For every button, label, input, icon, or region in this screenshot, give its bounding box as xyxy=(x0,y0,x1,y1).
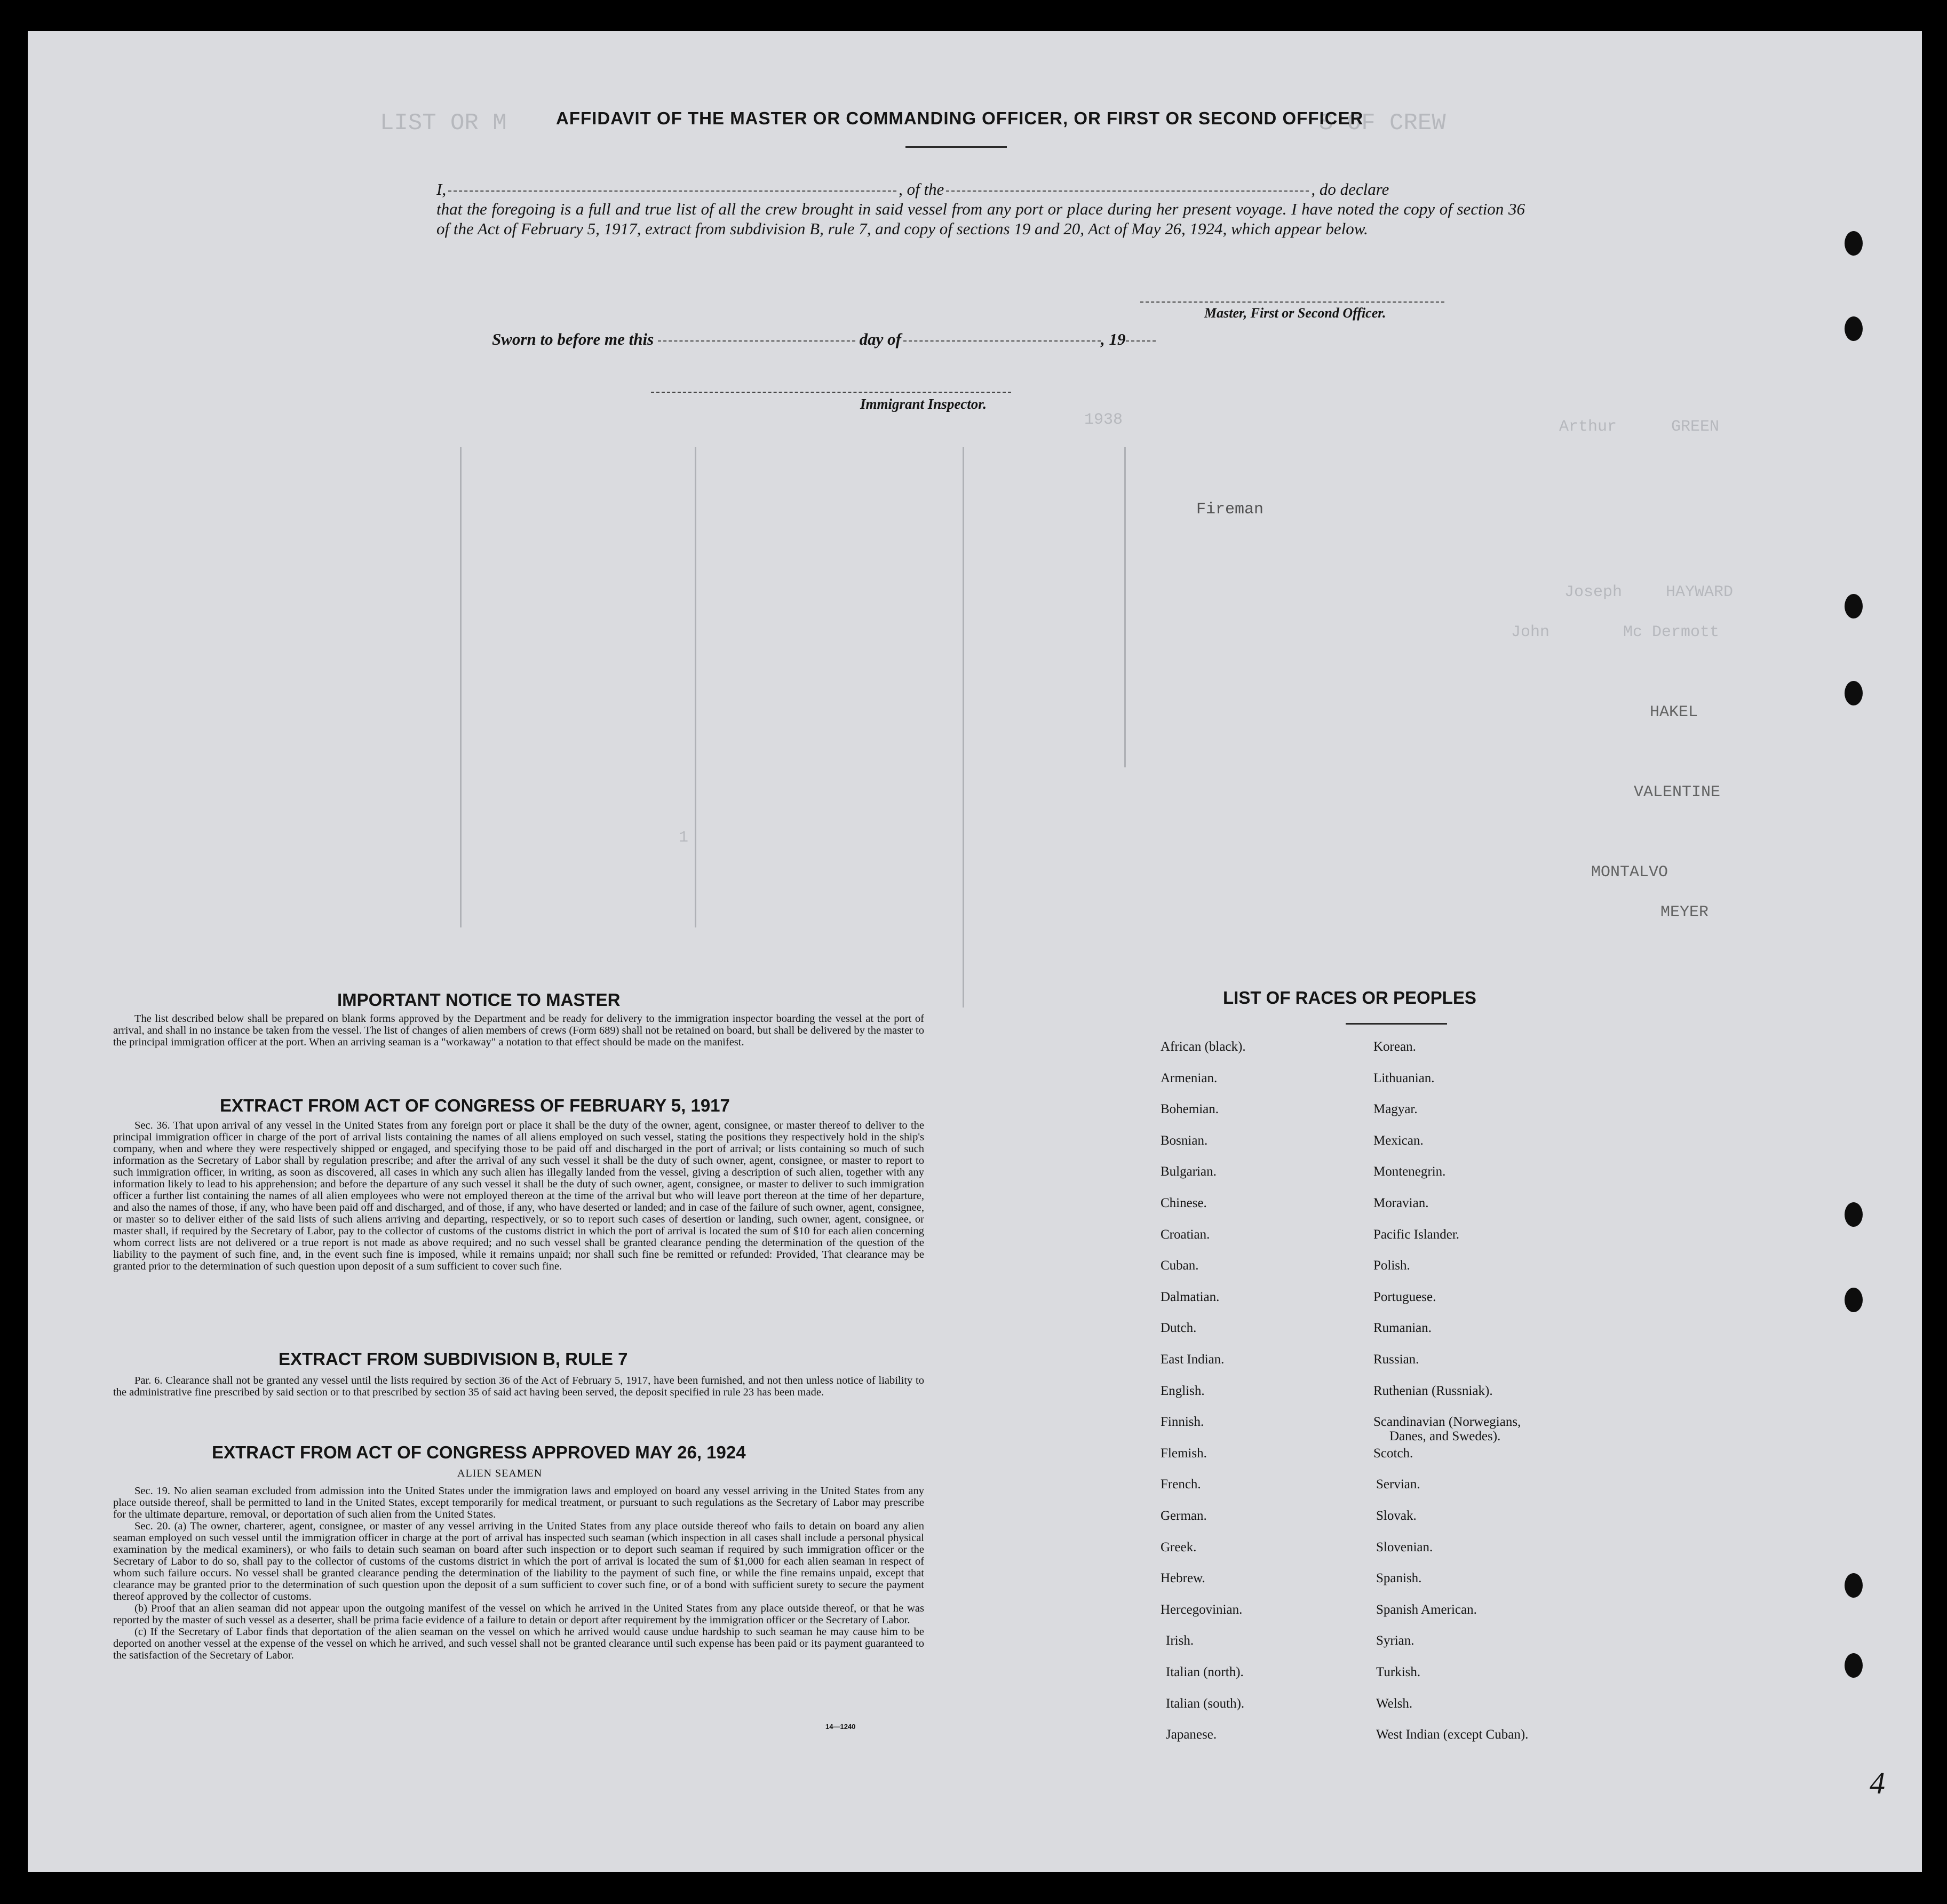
race-item: West Indian (except Cuban). xyxy=(1376,1727,1529,1742)
notice-body xyxy=(113,1013,924,1048)
race-item: Portuguese. xyxy=(1373,1289,1436,1304)
bleed-through-rule xyxy=(1124,447,1126,767)
race-item: Japanese. xyxy=(1166,1727,1217,1742)
inspector-label: Immigrant Inspector. xyxy=(860,396,987,412)
race-item: Servian. xyxy=(1376,1477,1420,1492)
race-item: Scotch. xyxy=(1373,1446,1413,1461)
bleed-through-rule xyxy=(460,447,462,927)
race-item: Flemish. xyxy=(1161,1446,1207,1461)
declaration-do-declare: , do declare xyxy=(1311,180,1389,199)
year-prefix: , 19 xyxy=(1101,330,1126,348)
race-item: Polish. xyxy=(1373,1258,1410,1273)
notice-text: The list described below shall be prepared on blank forms approved by the Department and be ready for delivery to the immigration inspector boarding the vessel at the port of arrival, and shall in no instance be taken from the vessel. The list of changes of alien members of crews (Form 689) shall not be retained on board, but shall be delivered by the master to the principal immigration officer at the port. When an arriving seaman is a "workaway" a notation to that effect should be made on the manifest. xyxy=(113,1013,924,1048)
affidavit-title: AFFIDAVIT OF THE MASTER OR COMMANDING OFFICER, OR FIRST OR SECOND OFFICER xyxy=(556,108,1364,128)
name-blank xyxy=(448,191,896,192)
race-item: Syrian. xyxy=(1376,1633,1414,1648)
signature-line xyxy=(1140,302,1444,303)
bleed-through-text: MONTALVO xyxy=(1591,863,1668,882)
bleed-through-text: 1 xyxy=(679,829,689,847)
document-page xyxy=(28,31,1922,1872)
race-item: Croatian. xyxy=(1161,1227,1210,1242)
race-item: Dalmatian. xyxy=(1161,1289,1220,1304)
race-item: Italian (north). xyxy=(1166,1665,1244,1679)
binder-hole xyxy=(1845,1573,1863,1598)
race-item: French. xyxy=(1161,1477,1201,1492)
race-item: Korean. xyxy=(1373,1040,1416,1054)
rule-7-title: EXTRACT FROM SUBDIVISION B, RULE 7 xyxy=(279,1349,628,1369)
bleed-through-text: 1938 xyxy=(1084,411,1123,429)
sec-19-text: Sec. 19. No alien seaman excluded from admission into the United States under the immigration laws and employed on board any vessel arriving in the United States from any place outside thereof, shall be permitted to land in the United States, except temporarily for medical treatment, or pursuant to such regulations as the Secretary of Labor may prescribe for the ultimate departure, removal, or deportation of such alien from the United States. xyxy=(113,1485,924,1520)
race-item: Rumanian. xyxy=(1373,1321,1432,1336)
race-item: Bosnian. xyxy=(1161,1133,1208,1148)
act-1924-title: EXTRACT FROM ACT OF CONGRESS APPROVED MAY 26, 1924 xyxy=(212,1442,746,1462)
sworn-text: Sworn to before me this xyxy=(492,330,654,348)
bleed-through-text: VALENTINE xyxy=(1634,783,1721,802)
year-blank xyxy=(1126,340,1156,342)
race-item: Moravian. xyxy=(1373,1196,1429,1210)
bleed-through-text: GREEN xyxy=(1671,418,1720,436)
act-1917-body xyxy=(113,1120,924,1272)
bleed-through-text: HAKEL xyxy=(1650,703,1698,721)
race-item: Spanish American. xyxy=(1376,1602,1477,1617)
act-1917-title: EXTRACT FROM ACT OF CONGRESS OF FEBRUARY 5, 1917 xyxy=(220,1096,730,1115)
sec-20a-text: Sec. 20. (a) The owner, charterer, agent, consignee, or master of any vessel arriving in the United States from any place outside thereof who fails to detain on board any alien seaman employed on such vessel until the immigration officer in charge at the port of arrival has inspected such seaman (which inspection in all cases shall include a personal physical examination by the medical examiners), or who fails to detain such seaman on board after such inspection or to deport such seaman if required by such immigration officer or the Secretary of Labor to do so, shall pay to the collector of customs of the customs district in which the port of arrival is located the sum of $1,000 for each alien seaman in respect of whom such failure occurs. No vessel shall be granted clearance pending the determination of the liability to the payment of such fine, or while the fine remains unpaid, except that clearance may be granted prior to the determination of such question upon the deposit of a sum sufficient to cover such fine, or of a bond with sufficient surety to secure the payment thereof approved by the collector of customs. xyxy=(113,1520,924,1602)
bleed-through-text: MEYER xyxy=(1660,903,1709,922)
act-1924-subtitle: ALIEN SEAMEN xyxy=(457,1467,543,1479)
binder-hole xyxy=(1845,681,1863,705)
rule-7-text: Par. 6. Clearance shall not be granted any vessel until the lists required by section 36 of the Act of February 5, 1917, have been furnished, and not then unless notice of liability to the administrative fine prescribed by said section or to that prescribed by section 35 of said act having been served, the deposit specified in rule 23 has been made. xyxy=(113,1375,924,1398)
race-item: Russian. xyxy=(1373,1352,1419,1367)
race-item: Cuban. xyxy=(1161,1258,1199,1273)
race-item: Pacific Islander. xyxy=(1373,1227,1460,1242)
bleed-through-text: John xyxy=(1511,623,1550,641)
race-item: Scandinavian (Norwegians, xyxy=(1373,1415,1521,1430)
race-item: African (black). xyxy=(1161,1040,1246,1054)
bleed-through-text: Joseph xyxy=(1564,583,1623,601)
race-item: Ruthenian (Russniak). xyxy=(1373,1383,1493,1398)
race-item: Hebrew. xyxy=(1161,1571,1205,1586)
binder-hole xyxy=(1845,316,1863,341)
race-item: Turkish. xyxy=(1376,1665,1421,1679)
race-item: Danes, and Swedes). xyxy=(1389,1429,1501,1444)
race-item: Mexican. xyxy=(1373,1133,1424,1148)
race-item: Greek. xyxy=(1161,1540,1197,1554)
title-underline xyxy=(905,146,1007,148)
bleed-through-text: Fireman xyxy=(1196,501,1264,519)
bleed-through-text: S OF CREW xyxy=(1319,110,1446,137)
inspector-line xyxy=(651,392,1011,393)
act-1924-body xyxy=(113,1485,924,1661)
month-blank xyxy=(903,340,1101,342)
race-item: Dutch. xyxy=(1161,1321,1197,1336)
bleed-through-text: HAYWARD xyxy=(1666,583,1734,601)
bleed-through-rule xyxy=(695,447,696,927)
race-item: English. xyxy=(1161,1383,1205,1398)
race-item: Lithuanian. xyxy=(1373,1070,1435,1085)
day-blank xyxy=(658,340,855,342)
race-item: Armenian. xyxy=(1161,1070,1218,1085)
race-item: Hercegovinian. xyxy=(1161,1602,1243,1617)
notice-title: IMPORTANT NOTICE TO MASTER xyxy=(337,990,621,1010)
binder-hole xyxy=(1845,1202,1863,1227)
race-item: Slovenian. xyxy=(1376,1540,1433,1554)
sec-20b-text: (b) Proof that an alien seaman did not appear upon the outgoing manifest of the vessel on which he arrived in the United States from any place outside thereof, or that he was reported by the master of such vessel as a deserter, shall be prima facie evidence of a failure to detain or deport after requirement by the immigration officer or the Secretary of Labor. xyxy=(113,1602,924,1626)
binder-hole xyxy=(1845,231,1863,256)
sworn-statement xyxy=(492,330,1156,349)
race-item: Chinese. xyxy=(1161,1196,1207,1210)
race-item: Bohemian. xyxy=(1161,1102,1219,1117)
declaration-i: I, xyxy=(436,180,447,199)
race-item: Spanish. xyxy=(1376,1571,1422,1586)
bleed-through-text: Mc Dermott xyxy=(1623,623,1720,641)
act-1917-text: Sec. 36. That upon arrival of any vessel in the United States from any foreign port or place it shall be the duty of the owner, agent, consignee, or master thereof to deliver to the principal immigration officer in charge of the port of arrival lists containing the names of all aliens employed on such vessel, stating the positions they respectively hold in the ship's company, when and where they were respectively shipped or engaged, and specifying those to be paid off and discharged in the port of arrival; or lists containing so much of such information as the Secretary of Labor shall by regulation prescribe; and after the arrival of any such vessel it shall be the duty of such owner, agent, consignee, or master to report to such immigration officer, in writing, as soon as discovered, all cases in which any such alien has illegally landed from the vessel, giving a description of such alien, together with any information likely to lead to his apprehension; and before the departure of any such vessel it shall be the duty of such owner, agent, consignee, or master to deliver to such immigration officer a further list containing the names of all alien employees who were not employed thereon at the time of the arrival but who will leave port thereon at the time of her departure, and also the names of those, if any, who have been paid off and discharged, and of those, if any, who have deserted or landed; and in case of the failure of such owner, agent, consignee, or master so to deliver either of the said lists of such aliens arriving and departing, respectively, or so to report such cases of desertion or landing, such owner, agent, consignee, or master shall, if required by the Secretary of Labor, pay to the collector of customs of the customs district in which the port of arrival is located the sum of $10 for each alien concerning whom correct lists are not delivered or a true report is not made as above required; and no such vessel shall be granted clearance pending the determination of the question of the liability to the payment of such fine, and, in the event such fine is imposed, while it remains unpaid; nor shall such fine be remitted or refunded: Provided, That clearance may be granted prior to the determination of such question upon deposit of a sum sufficient to cover such fine. xyxy=(113,1120,924,1272)
race-item: Irish. xyxy=(1166,1633,1194,1648)
race-item: Finnish. xyxy=(1161,1415,1204,1430)
race-item: Welsh. xyxy=(1376,1696,1413,1711)
bleed-through-text: Arthur xyxy=(1559,418,1617,436)
race-item: Italian (south). xyxy=(1166,1696,1245,1711)
vessel-blank xyxy=(946,191,1309,192)
race-item: Bulgarian. xyxy=(1161,1164,1217,1179)
rule-7-body xyxy=(113,1375,924,1398)
sec-20c-text: (c) If the Secretary of Labor finds that deportation of the alien seaman on the vessel on which he arrived would cause undue hardship to such seaman he may cause him to be deported on another vessel at the expense of the vessel on which he arrived, and such vessel shall not be granted clearance until such expense has been paid or its payment guaranteed to the satisfaction of the Secretary of Labor. xyxy=(113,1626,924,1661)
page-number-mark: 4 xyxy=(1870,1766,1885,1800)
signature-label: Master, First or Second Officer. xyxy=(1204,305,1386,321)
binder-hole xyxy=(1845,1653,1863,1678)
form-number: 14—1240 xyxy=(825,1723,856,1731)
race-item: Montenegrin. xyxy=(1373,1164,1446,1179)
binder-hole xyxy=(1845,594,1863,618)
race-item: East Indian. xyxy=(1161,1352,1225,1367)
declaration-body: that the foregoing is a full and true list of all the crew brought in said vessel from any port or place during her present voyage. I have noted the copy of section 36 of the Act of February 5, 1917, extract from subdivision B, rule 7, and copy of sections 19 and 20, Act of May 26, 1924, which appear below. xyxy=(436,200,1525,238)
declaration-of-the: , of the xyxy=(899,180,944,199)
race-item: German. xyxy=(1161,1509,1207,1523)
bleed-through-rule xyxy=(963,447,964,1007)
race-item: Magyar. xyxy=(1373,1102,1418,1117)
races-title: LIST OF RACES OR PEOPLES xyxy=(1223,988,1476,1007)
binder-hole xyxy=(1845,1288,1863,1312)
affidavit-declaration xyxy=(436,179,1525,239)
day-of-text: day of xyxy=(859,330,901,348)
bleed-through-text: LIST OR M xyxy=(380,110,507,137)
races-underline xyxy=(1346,1023,1447,1025)
race-item: Slovak. xyxy=(1376,1509,1417,1523)
